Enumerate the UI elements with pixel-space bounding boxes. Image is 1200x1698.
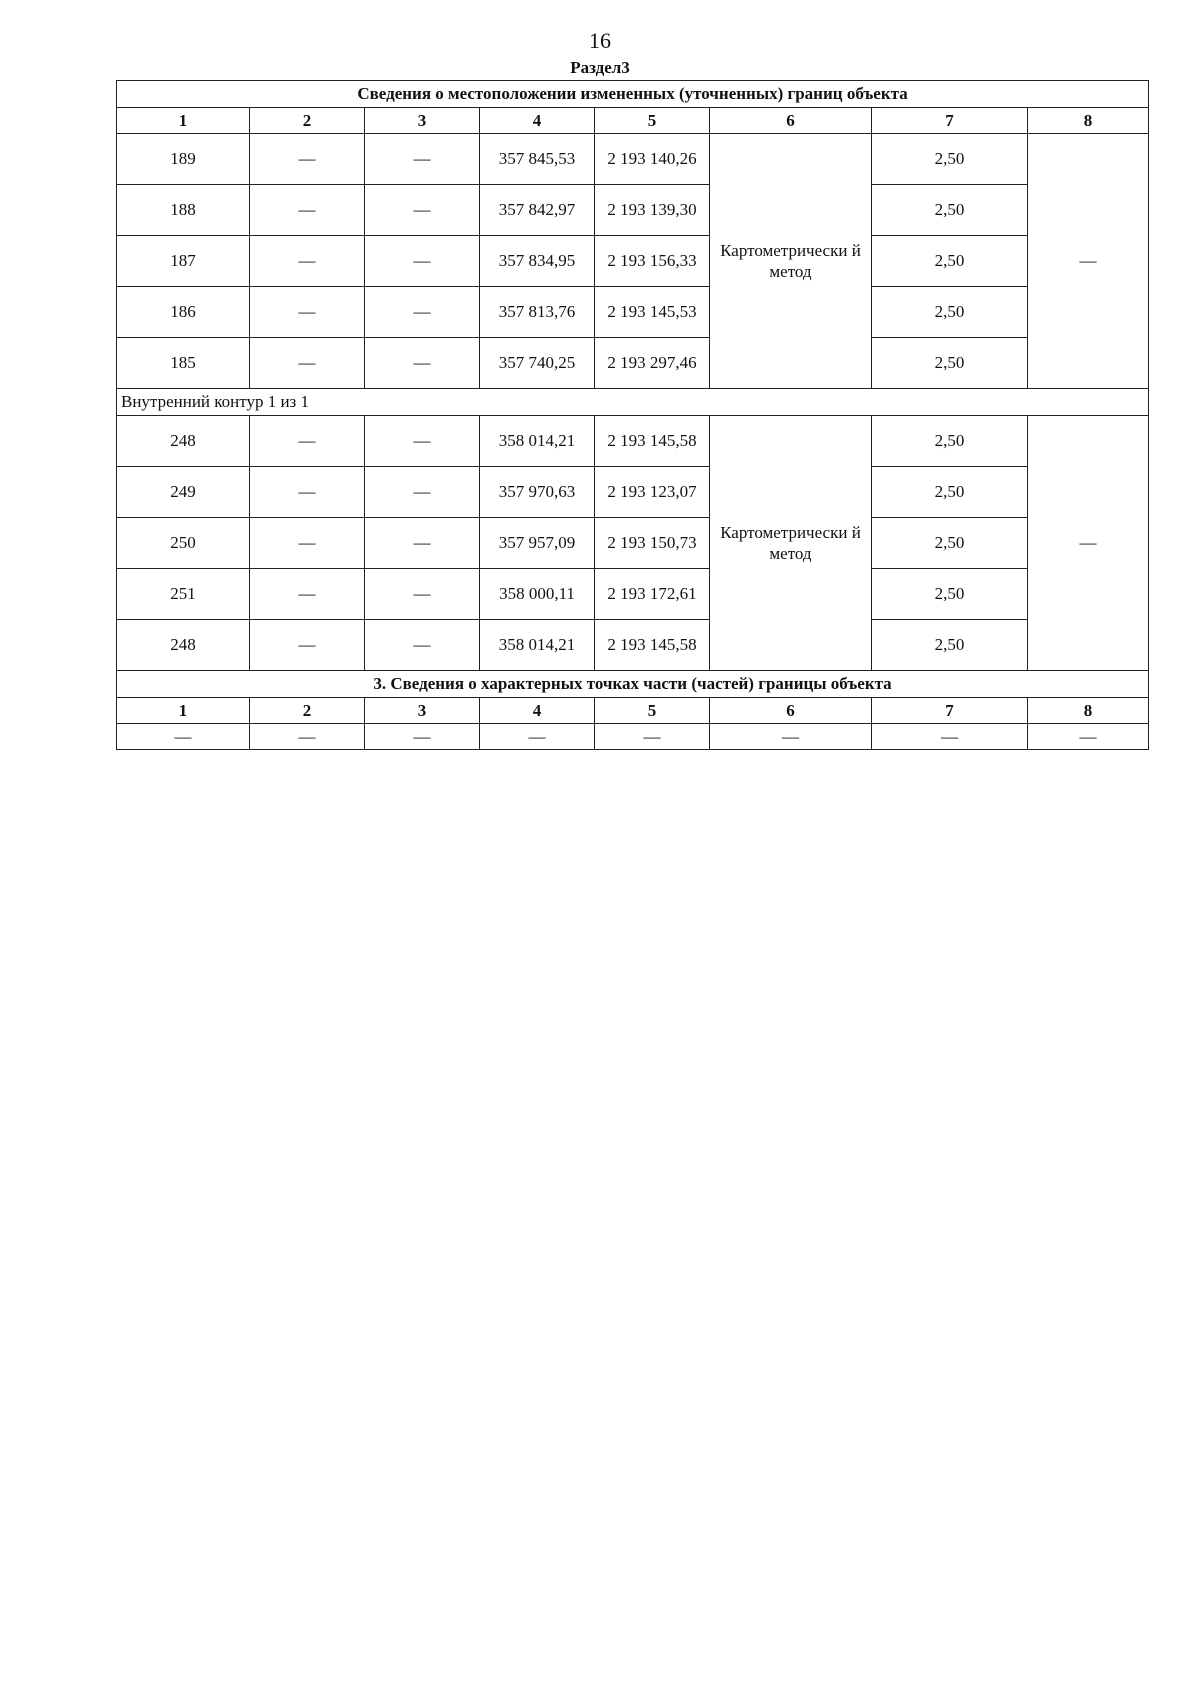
coord-y: 2 193 172,61 xyxy=(595,569,710,620)
coordinates-table xyxy=(116,80,1149,750)
table-row xyxy=(117,569,1149,620)
point-number: 188 xyxy=(117,185,250,236)
empty-cell: — xyxy=(595,724,710,750)
coord-x: 358 014,21 xyxy=(480,620,595,671)
accuracy: 2,50 xyxy=(872,569,1028,620)
coord-x: 357 845,53 xyxy=(480,134,595,185)
column-header: 5 xyxy=(595,698,710,724)
accuracy: 2,50 xyxy=(872,416,1028,467)
column-header: 6 xyxy=(710,108,872,134)
coord-y: 2 193 139,30 xyxy=(595,185,710,236)
accuracy: 2,50 xyxy=(872,518,1028,569)
column-header: 8 xyxy=(1028,698,1149,724)
column-header: 3 xyxy=(365,108,480,134)
accuracy: 2,50 xyxy=(872,620,1028,671)
cell-c3: — xyxy=(365,287,480,338)
coord-y: 2 193 145,53 xyxy=(595,287,710,338)
table-row xyxy=(117,338,1149,389)
column-header: 7 xyxy=(872,698,1028,724)
point-number: 186 xyxy=(117,287,250,338)
cell-c3: — xyxy=(365,236,480,287)
coord-x: 357 957,09 xyxy=(480,518,595,569)
point-number: 185 xyxy=(117,338,250,389)
cell-c3: — xyxy=(365,620,480,671)
cell-c2: — xyxy=(250,185,365,236)
point-number: 251 xyxy=(117,569,250,620)
coord-x: 357 970,63 xyxy=(480,467,595,518)
coord-y: 2 193 156,33 xyxy=(595,236,710,287)
column-header: 4 xyxy=(480,108,595,134)
cell-c2: — xyxy=(250,287,365,338)
cell-c2: — xyxy=(250,467,365,518)
cell-c2: — xyxy=(250,416,365,467)
inner-contour-row xyxy=(117,389,1149,416)
table1-title-row xyxy=(117,81,1149,108)
table-row xyxy=(117,620,1149,671)
accuracy: 2,50 xyxy=(872,185,1028,236)
coord-x: 357 834,95 xyxy=(480,236,595,287)
accuracy: 2,50 xyxy=(872,287,1028,338)
coord-y: 2 193 123,07 xyxy=(595,467,710,518)
table1-title: Сведения о местоположении измененных (уточненных) границ объекта xyxy=(117,81,1149,108)
column-header: 5 xyxy=(595,108,710,134)
accuracy: 2,50 xyxy=(872,134,1028,185)
cell-c3: — xyxy=(365,416,480,467)
cell-c8: — xyxy=(1028,416,1149,671)
empty-cell: — xyxy=(365,724,480,750)
cell-c2: — xyxy=(250,338,365,389)
section-label: Раздел3 xyxy=(570,58,630,77)
cell-c3: — xyxy=(365,134,480,185)
cell-c2: — xyxy=(250,518,365,569)
column-header: 6 xyxy=(710,698,872,724)
accuracy: 2,50 xyxy=(872,467,1028,518)
column-header: 8 xyxy=(1028,108,1149,134)
empty-cell: — xyxy=(250,724,365,750)
coord-x: 358 000,11 xyxy=(480,569,595,620)
table-row xyxy=(117,724,1149,750)
table-row xyxy=(117,518,1149,569)
cell-c3: — xyxy=(365,185,480,236)
table-row xyxy=(117,236,1149,287)
coord-x: 358 014,21 xyxy=(480,416,595,467)
cell-c8: — xyxy=(1028,134,1149,389)
column-header: 7 xyxy=(872,108,1028,134)
table-row xyxy=(117,287,1149,338)
table2-header-row xyxy=(117,698,1149,724)
point-number: 189 xyxy=(117,134,250,185)
table2-title: 3. Сведения о характерных точках части (частей) границы объекта xyxy=(117,671,1149,698)
empty-cell: — xyxy=(480,724,595,750)
empty-cell: — xyxy=(710,724,872,750)
method-cell: Картометрически й метод xyxy=(710,134,872,389)
point-number: 248 xyxy=(117,416,250,467)
coord-y: 2 193 150,73 xyxy=(595,518,710,569)
column-header: 1 xyxy=(117,108,250,134)
empty-cell: — xyxy=(872,724,1028,750)
empty-cell: — xyxy=(1028,724,1149,750)
accuracy: 2,50 xyxy=(872,338,1028,389)
cell-c3: — xyxy=(365,518,480,569)
accuracy: 2,50 xyxy=(872,236,1028,287)
inner-contour-label: Внутренний контур 1 из 1 xyxy=(117,389,1149,416)
column-header: 4 xyxy=(480,698,595,724)
column-header: 2 xyxy=(250,108,365,134)
table-row xyxy=(117,185,1149,236)
coord-y: 2 193 297,46 xyxy=(595,338,710,389)
coord-y: 2 193 140,26 xyxy=(595,134,710,185)
cell-c3: — xyxy=(365,569,480,620)
cell-c3: — xyxy=(365,467,480,518)
empty-cell: — xyxy=(117,724,250,750)
cell-c3: — xyxy=(365,338,480,389)
table2-title-row xyxy=(117,671,1149,698)
point-number: 249 xyxy=(117,467,250,518)
point-number: 250 xyxy=(117,518,250,569)
column-header: 1 xyxy=(117,698,250,724)
point-number: 248 xyxy=(117,620,250,671)
table1-header-row xyxy=(117,108,1149,134)
cell-c2: — xyxy=(250,620,365,671)
table-row xyxy=(117,134,1149,185)
table-row xyxy=(117,416,1149,467)
coord-x: 357 813,76 xyxy=(480,287,595,338)
coord-x: 357 740,25 xyxy=(480,338,595,389)
table-row xyxy=(117,467,1149,518)
cell-c2: — xyxy=(250,569,365,620)
column-header: 3 xyxy=(365,698,480,724)
point-number: 187 xyxy=(117,236,250,287)
cell-c2: — xyxy=(250,236,365,287)
coord-y: 2 193 145,58 xyxy=(595,416,710,467)
coord-x: 357 842,97 xyxy=(480,185,595,236)
method-cell: Картометрически й метод xyxy=(710,416,872,671)
column-header: 2 xyxy=(250,698,365,724)
cell-c2: — xyxy=(250,134,365,185)
coord-y: 2 193 145,58 xyxy=(595,620,710,671)
page-number: 16 xyxy=(589,28,611,53)
